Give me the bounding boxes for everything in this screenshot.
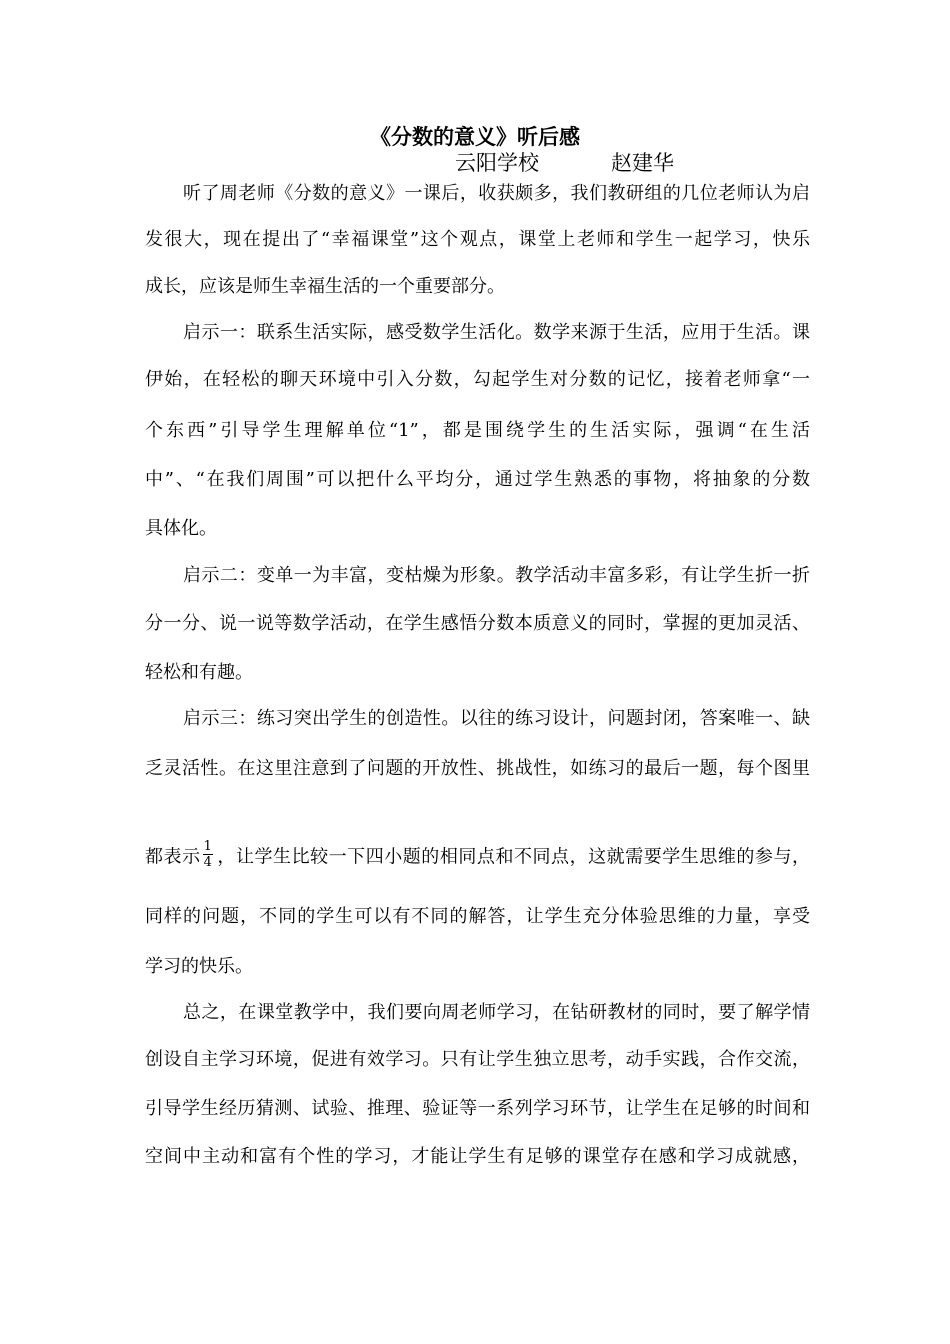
school-name: 云阳学校 — [455, 151, 539, 175]
fraction-denominator: 4 — [203, 855, 212, 870]
paragraph-3-line-2: 分一分、说一说等数学活动，在学生感悟分数本质意义的同时，掌握的更加灵活、 — [145, 613, 810, 634]
paragraph-5-line-3: 引导学生经历猜测、试验、推理、验证等一系列学习环节，让学生在足够的时间和 — [145, 1098, 810, 1119]
paragraph-2-line-3: 个东西”引导学生理解单位“1”，都是围绕学生的生活实际，强调“在生活 — [145, 420, 810, 441]
byline — [455, 150, 674, 176]
paragraph-3-line-3: 轻松和有趣。 — [145, 662, 253, 683]
paragraph-4-line-3 — [145, 839, 811, 873]
fraction-numerator: 1 — [203, 839, 212, 854]
paragraph-4-line-5: 学习的快乐。 — [145, 956, 253, 977]
paragraph-2-line-5: 具体化。 — [145, 518, 217, 539]
paragraph-2-line-2: 伊始，在轻松的聊天环境中引入分数，勾起学生对分数的记忆，接着老师拿“一 — [145, 369, 810, 390]
paragraph-5-line-2: 创设自主学习环境，促进有效学习。只有让学生独立思考，动手实践，合作交流， — [145, 1049, 810, 1070]
paragraph-2-line-1: 启示一：联系生活实际，感受数学生活化。数学来源于生活，应用于生活。课 — [183, 322, 810, 343]
paragraph-1-line-1: 听了周老师《分数的意义》一课后，收获颇多，我们教研组的几位老师认为启 — [183, 183, 810, 204]
fraction-prefix: 都表示 — [145, 846, 201, 868]
document-title: 《分数的意义》听后感 — [370, 125, 580, 149]
paragraph-1-line-3: 成长，应该是师生幸福生活的一个重要部分。 — [145, 276, 505, 297]
paragraph-3-line-1: 启示二：变单一为丰富，变枯燥为形象。教学活动丰富多彩，有让学生折一折 — [183, 565, 810, 586]
author-name: 赵建华 — [611, 151, 674, 175]
paragraph-2-line-4: 中”、“在我们周围”可以把什么平均分，通过学生熟悉的事物，将抽象的分数 — [145, 469, 810, 490]
fraction-suffix: ，让学生比较一下四小题的相同点和不同点，这就需要学生思维的参与， — [216, 846, 811, 868]
paragraph-5-line-4: 空间中主动和富有个性的学习，才能让学生有足够的课堂存在感和学习成就感， — [145, 1146, 810, 1167]
fraction-one-quarter — [203, 839, 213, 870]
paragraph-4-line-1: 启示三：练习突出学生的创造性。以往的练习设计，问题封闭，答案唯一、缺 — [183, 708, 810, 729]
paragraph-4-line-2: 乏灵活性。在这里注意到了问题的开放性、挑战性，如练习的最后一题，每个图里 — [145, 758, 810, 779]
paragraph-4-line-4: 同样的问题，不同的学生可以有不同的解答，让学生充分体验思维的力量，享受 — [145, 906, 810, 927]
paragraph-1-line-2: 发很大，现在提出了“幸福课堂”这个观点，课堂上老师和学生一起学习，快乐 — [145, 229, 810, 250]
paragraph-5-line-1: 总之，在课堂教学中，我们要向周老师学习，在钻研教材的同时，要了解学情 — [183, 1002, 810, 1023]
